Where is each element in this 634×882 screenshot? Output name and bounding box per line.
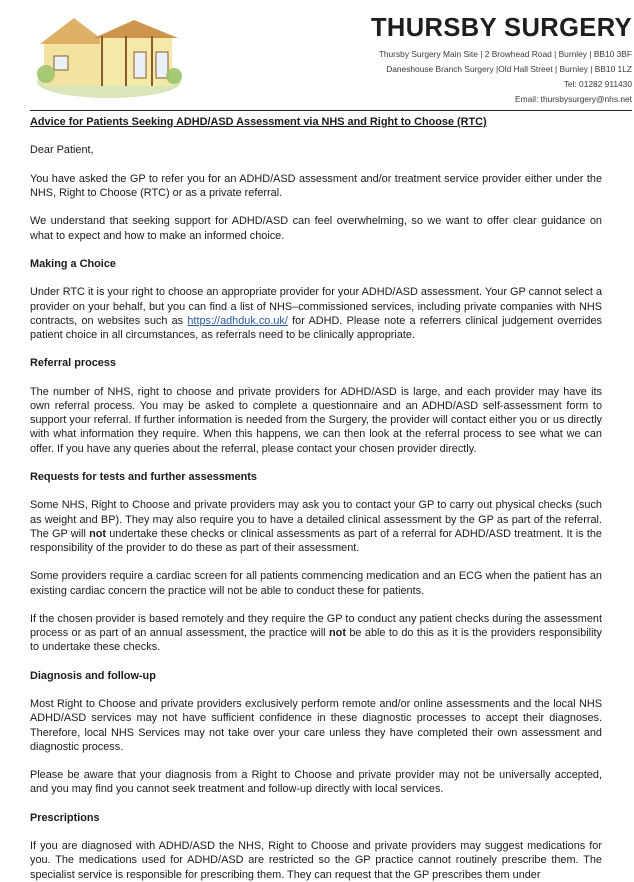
heading-prescriptions: Prescriptions <box>30 811 100 824</box>
tests-paragraph-3 <box>30 612 602 655</box>
intro-paragraph-1: You have asked the GP to refer you for an ADHD/ASD assessment and/or treatment service provider either under the NHS, Right to Choose (RTC) or as a private referral. <box>30 172 602 199</box>
diagnosis-paragraph-2: Please be aware that your diagnosis from a Right to Choose and private provider may not be universally accepted, and you may find you cannot seek treatment and follow-up directly with local services. <box>30 769 602 796</box>
tests-emphasis-not: not <box>89 527 107 540</box>
making-choice-paragraph <box>30 285 602 342</box>
letter-title: Advice for Patients Seeking ADHD/ASD Assessment via NHS and Right to Choose (RTC) <box>30 116 487 128</box>
referral-paragraph: The number of NHS, right to choose and private providers for ADHD/ASD is large, and each provider may have its own referral process. You may be asked to complete a questionnaire and an ADHD/ASD self-assessment form to support your referral. If further information is needed from the Surgery, the provider will contact either you or us directly with what information they require. When this happens, we can then look at the referral process to see what we can offer. If you have any queries about the referral, please contact your chosen provider directly. <box>30 385 602 455</box>
intro-paragraph-2: We understand that seeking support for ADHD/ASD can feel overwhelming, so we want to offer clear guidance on what to expect and how to make an informed choice. <box>30 215 602 242</box>
tests-text-2: undertake these checks or clinical assessments as part of a referral for ADHD/ASD treatment. It is the responsibility of the provider to do these as part of their assessment. <box>30 527 602 554</box>
surgery-logo <box>34 12 184 100</box>
org-name: THURSBY SURGERY <box>370 14 632 42</box>
tests-text-3: If the chosen provider is based remotely and they require the GP to conduct any patient checks during the assessment process or as part of an annual assessment, the practice will <box>30 612 602 640</box>
telephone: Tel: 01282 911430 <box>563 79 632 89</box>
making-choice-text-1: Under RTC it is your right to choose an appropriate provider for your ADHD/ASD assessment. Your GP cannot select a provider on your behalf, but you can find a list of NHS–commissioned services, including private companies with NHS contracts, on websites such as <box>30 286 602 327</box>
adhd-uk-link[interactable]: https://adhduk.co.uk/ <box>187 314 288 327</box>
tests-text-1: Some NHS, Right to Choose and private providers may ask you to contact your GP to carry out physical checks (such as weight and BP). They may also require you to have a detailed clinical assessment by the GP as part of the referral. The GP will <box>30 499 602 540</box>
heading-diagnosis: Diagnosis and follow-up <box>30 669 156 682</box>
branch-address: Daneshouse Branch Surgery |Old Hall Street | Burnley | BB10 1LZ <box>386 64 632 74</box>
heading-tests: Requests for tests and further assessments <box>30 470 257 483</box>
prescriptions-paragraph: If you are diagnosed with ADHD/ASD the NHS, Right to Choose and private providers may suggest medications for you. The medications used for ADHD/ASD are restricted so the GP practice cannot routinely prescribe them. The specialist service is responsible for prescribing them. They can request that the GP prescribes them under <box>30 840 602 881</box>
tests-paragraph-1 <box>30 498 602 555</box>
header-divider <box>30 110 632 111</box>
main-site-address: Thursby Surgery Main Site | 2 Browhead Road | Burnley | BB10 3BF <box>378 49 632 59</box>
tests-emphasis-not-2: not <box>329 627 346 640</box>
heading-referral: Referral process <box>30 357 116 370</box>
making-choice-text-2: for ADHD. Please note a referrers clinical judgement overrides patient choice in all circumstances, as referrals need to be clinically appropriate. <box>30 314 602 341</box>
letter-body <box>30 115 602 882</box>
email: Email: thursbysurgery@nhs.net <box>515 94 632 104</box>
salutation: Dear Patient, <box>30 144 94 157</box>
diagnosis-paragraph-1: Most Right to Choose and private providers exclusively perform remote and/or online assessments and the local NHS ADHD/ASD services may not have sufficient confidence in these diagnostic processes to accept their diagnoses. Therefore, local NHS Services may not take over your care unless they have completed their own assessment and diagnostic process. <box>30 698 602 753</box>
tests-text-4: be able to do this as it is the providers responsibility to undertake these checks. <box>30 627 602 654</box>
heading-making-choice: Making a Choice <box>30 257 116 270</box>
tests-paragraph-2: Some providers require a cardiac screen for all patients commencing medication and an ECG when the patient has an existing cardiac concern the practice will not be able to conduct these for patients. <box>30 570 602 597</box>
